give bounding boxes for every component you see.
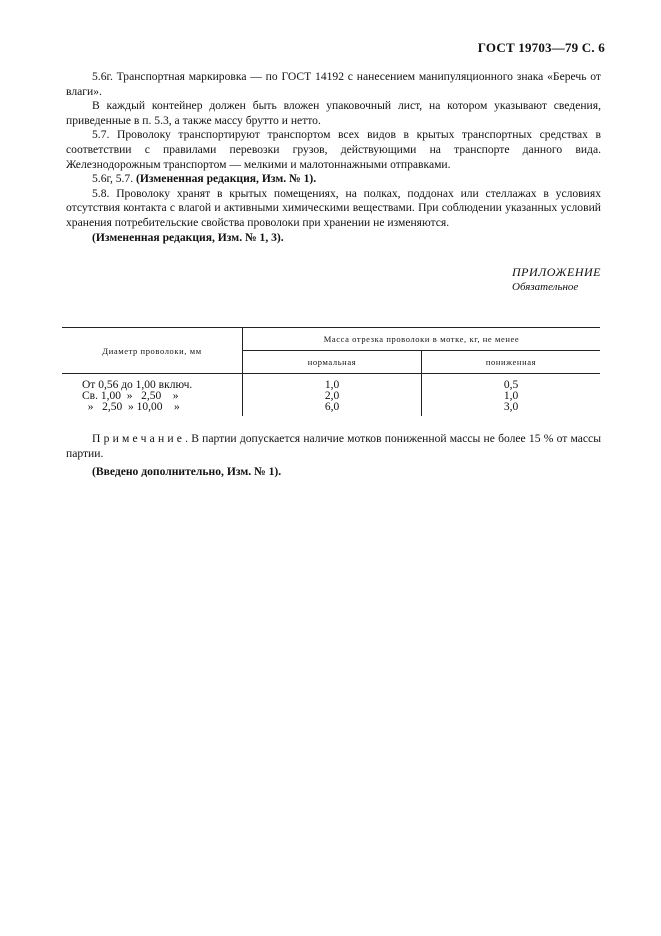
amendment-note-2: (Измененная редакция, Изм. № 1, 3).	[92, 230, 284, 244]
cell-normal: 1,0	[243, 374, 422, 392]
table-row	[62, 374, 600, 392]
header-mass: Масса отрезка проволоки в мотке, кг, не менее	[243, 328, 601, 351]
header-diameter: Диаметр проволоки, мм	[62, 328, 243, 374]
cell-reduced: 0,5	[503, 379, 519, 391]
appendix-subtitle: Обязательное	[512, 281, 579, 293]
paragraph-5-6g: 5.6г. Транспортная маркировка — по ГОСТ 14192 с нанесением манипуляционного знака «Беречь от влаги».	[66, 70, 601, 98]
note-text: . В партии допускается наличие мотков пониженной массы не более 15 % от массы партии.	[66, 432, 601, 460]
page-header: ГОСТ 19703—79 С. 6	[477, 40, 605, 55]
table-note	[66, 432, 601, 461]
cell-reduced: 3,0	[503, 401, 519, 413]
cell-normal: 6,0	[243, 402, 422, 416]
amendment-note: (Измененная редакция, Изм. № 1).	[136, 172, 317, 186]
paragraph-amendment-1	[66, 172, 601, 187]
mass-table	[62, 327, 600, 416]
amendment-ref: 5.6г, 5.7.	[92, 172, 137, 186]
paragraph-5-7: 5.7. Проволоку транспортируют транспортом всех видов в крытых транспортных средствах в соответствии с правилами перевозки грузов, действующими на транспорте данного вида. Железнодорожным транспортом — мелкими и малотоннажными отправками.	[66, 128, 601, 171]
table-row	[62, 402, 600, 416]
header-reduced: пониженная	[422, 351, 601, 374]
paragraph-5-8: 5.8. Проволоку хранят в крытых помещениях, на полках, поддонах или стеллажах в условиях отсутствия контакта с влагой и активными химическими веществами. При соблюдении указанных условий хранения потребительские свойства проволоки при хранении не изменяются.	[66, 186, 601, 229]
text-body	[66, 70, 601, 245]
cell-reduced: 1,0	[503, 390, 519, 402]
appendix-heading	[512, 265, 601, 293]
cell-diameter: » 2,50 » 10,00 »	[62, 402, 243, 416]
header-normal: нормальная	[243, 351, 422, 374]
note-label: Примечание	[92, 432, 186, 445]
cell-diameter: Св. 1,00 » 2,50 »	[62, 391, 243, 402]
paragraph-packing-list: В каждый контейнер должен быть вложен упаковочный лист, на котором указывают сведения, приведенные в п. 5.3, а также массу брутто и нетто.	[66, 99, 601, 127]
appendix-title: ПРИЛОЖЕНИЕ	[512, 265, 601, 279]
introduced-note: (Введено дополнительно, Изм. № 1).	[92, 465, 282, 478]
cell-diameter: От 0,56 до 1,00 включ.	[62, 374, 243, 392]
cell-normal: 2,0	[243, 391, 422, 402]
